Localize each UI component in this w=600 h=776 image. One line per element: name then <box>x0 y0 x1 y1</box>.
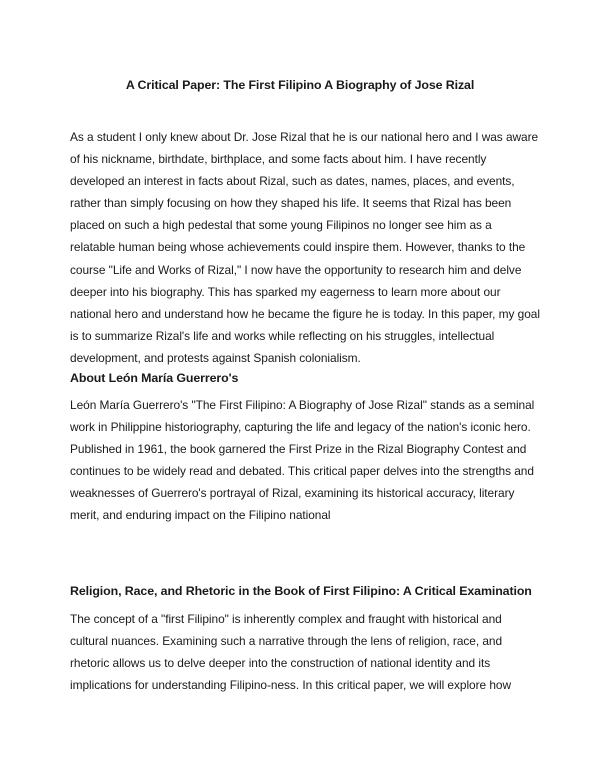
document-title: A Critical Paper: The First Filipino A Biography of Jose Rizal <box>125 78 475 92</box>
section-heading-guerrero: About León María Guerrero's <box>70 371 239 385</box>
section-body-religion-race-rhetoric: The concept of a "first Filipino" is inherently complex and fraught with historical and cultural nuances. Examining such a narrative through the lens of religion, race, and rhetoric allows us to delve deeper into the construction of national identity and its implications for understanding Filipino-ness. In this critical paper, we will explore how <box>70 612 511 693</box>
section-heading-religion-race-rhetoric: Religion, Race, and Rhetoric in the Book of First Filipino: A Critical Examination <box>70 584 532 598</box>
intro-paragraph: As a student I only knew about Dr. Jose Rizal that he is our national hero and I was aware of his nickname, birthdate, birthplace, and some facts about him. I have recently developed an interest in facts about Rizal, such as dates, names, places, and events, rather than simply focusing on how they shaped his life. It seems that Rizal has been placed on such a high pedestal that some young Filipinos no longer see him as a relatable human being whose achievements could inspire them. However, thanks to the course "Life and Works of Rizal," I now have the opportunity to research him and delve deeper into his biography. This has sparked my eagerness to learn more about our national hero and understand how he became the figure he is today. In this paper, my goal is to summarize Rizal's life and works while reflecting on his struggles, intellectual development, and protests against Spanish colonialism. <box>70 130 540 365</box>
section-body-guerrero: León María Guerrero's "The First Filipino: A Biography of Jose Rizal" stands as a seminal work in Philippine historiography, capturing the life and legacy of the nation's iconic hero. Published in 1961, the book garnered the First Prize in the Rizal Biography Contest and continues to be widely read and debated. This critical paper delves into the strengths and weaknesses of Guerrero's portrayal of Rizal, examining its historical accuracy, literary merit, and enduring impact on the Filipino national <box>70 398 535 523</box>
